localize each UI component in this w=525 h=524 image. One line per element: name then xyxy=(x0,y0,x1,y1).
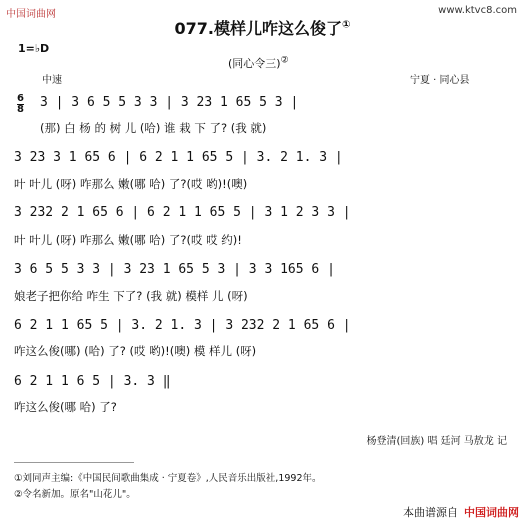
notes-line-2: 3 23 3 1 65 6 | 6 2 1 1 65 5 | 3. 2 1. 3 | xyxy=(14,150,343,165)
notes-line-3: 3 232 2 1 65 6 | 6 2 1 1 65 5 | 3 1 2 3 3 | xyxy=(14,205,351,220)
notes-line-5: 6 2 1 1 65 5 | 3. 2 1. 3 | 3 232 2 1 65 6 | xyxy=(14,318,351,333)
lyrics-line-4: 娘老子把你给 咋生 下了? (我 就) 模样 儿 (呀) xyxy=(14,289,248,303)
lyrics-line-2: 叶 叶儿 (呀) 咋那么 嫩(哪 哈) 了?(哎 哟)!(噢) xyxy=(14,177,248,191)
subtitle-footnote-mark: ② xyxy=(280,55,289,66)
score-line-5 xyxy=(14,318,514,340)
watermark-right: www.ktvc8.com xyxy=(438,5,517,16)
notes-line-6: 6 2 1 1 6 5 | 3. 3 ‖ xyxy=(14,374,171,389)
song-title-text: 077.模样儿咋这么俊了 xyxy=(174,19,342,38)
time-sig-top: 6 xyxy=(17,93,24,104)
score-line-4 xyxy=(14,262,514,284)
lyrics-line-5: 咋这么俊(哪) (哈) 了? (哎 哟)!(噢) 模 样儿 (呀) xyxy=(14,344,257,358)
badge-right-text: 中国词曲网 xyxy=(464,506,519,519)
lyrics-line-6: 咋这么俊(哪 哈) 了? xyxy=(14,400,117,414)
score-line-6 xyxy=(14,374,514,396)
song-title xyxy=(0,16,525,39)
notes-line-1: 3 | 3 6 5 5 3 3 | 3 23 1 65 5 3 | xyxy=(40,95,299,110)
lyrics-line-3: 叶 叶儿 (呀) 咋那么 嫩(哪 哈) 了?(哎 哎 约)! xyxy=(14,233,242,247)
score-line-3 xyxy=(14,205,514,227)
badge-left-text: 本曲谱源自 xyxy=(403,506,458,519)
watermark-left: 中国词曲网 xyxy=(6,9,56,20)
time-signature xyxy=(17,94,24,114)
source-badge xyxy=(403,504,519,520)
time-sig-bottom: 8 xyxy=(17,104,24,115)
subtitle-text: (同心令三) xyxy=(228,57,281,70)
notes-line-4: 3 6 5 5 3 3 | 3 23 1 65 5 3 | 3 3 165 6 | xyxy=(14,262,335,277)
footnote-1: ①刘同声主编:《中国民间歌曲集成 · 宁夏卷》,人民音乐出版社,1992年。 xyxy=(14,473,322,484)
key-signature: 1=♭D xyxy=(18,42,50,55)
region: 宁夏 · 同心县 xyxy=(410,75,470,86)
score-line-2 xyxy=(14,150,514,172)
footnote-divider xyxy=(14,462,134,463)
tempo: 中速 xyxy=(42,75,62,86)
subtitle xyxy=(228,55,289,71)
score-line-1 xyxy=(40,95,525,117)
lyrics-line-1: (那) 白 杨 的 树 儿 (哈) 谁 栽 下 了? (我 就) xyxy=(40,121,267,135)
title-footnote-mark: ① xyxy=(342,19,351,31)
performer-credit: 杨登清(回族) 唱 廷河 马敖龙 记 xyxy=(366,436,507,447)
footnote-2: ②令名新加。原名"山花儿"。 xyxy=(14,489,136,500)
